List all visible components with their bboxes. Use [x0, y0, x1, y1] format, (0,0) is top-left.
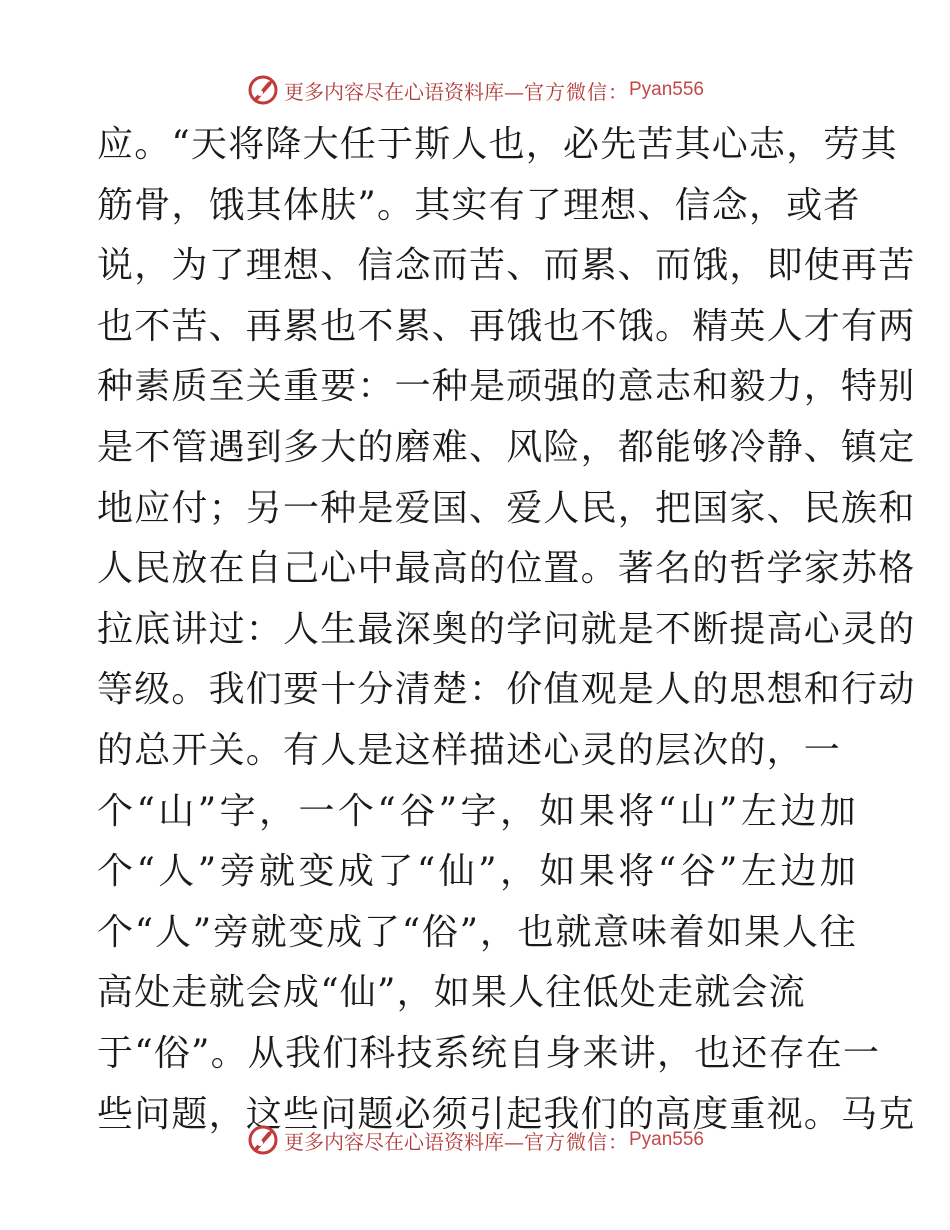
footer-wechat-label: 官方微信： [523, 1131, 629, 1154]
body-line: 地应付；另一种是爱国、爱人民，把国家、民族和 [97, 487, 916, 529]
body-line: 高处走就会成“仙”，如果人往低处走就会流 [97, 972, 806, 1014]
body-line: 种素质至关重要：一种是顽强的意志和毅力，特别 [97, 366, 916, 408]
footer-wechat-id: Pyan556 [628, 1129, 704, 1150]
quill-pen-logo-icon [246, 1123, 280, 1157]
header-wechat-label: 官方微信： [523, 81, 629, 104]
body-line: 于“俗”。从我们科技系统自身来讲，也还存在一 [97, 1032, 881, 1074]
header-wechat-id: Pyan556 [628, 79, 704, 100]
body-line: 些问题，这些问题必须引起我们的高度重视。马克 [97, 1093, 916, 1135]
header-banner-text: 更多内容尽在心语资料库— [283, 79, 524, 104]
footer-banner-text: 更多内容尽在心语资料库— [283, 1129, 524, 1154]
body-line: 筋骨，饿其体肤”。其实有了理想、信念，或者 [97, 184, 861, 226]
body-line: 人民放在自己心中最高的位置。著名的哲学家苏格 [97, 548, 916, 590]
body-line: 等级。我们要十分清楚：价值观是人的思想和行动 [97, 669, 916, 711]
body-line: 也不苦、再累也不累、再饿也不饿。精英人才有两 [97, 305, 916, 347]
body-line: 是不管遇到多大的磨难、风险，都能够冷静、镇定 [97, 426, 916, 468]
body-line: 个“人”旁就变成了“仙”，如果将“谷”左边加 [97, 851, 857, 893]
body-line: 拉底讲过：人生最深奥的学问就是不断提高心灵的 [97, 608, 916, 650]
body-line: 个“山”字，一个“谷”字，如果将“山”左边加 [97, 790, 857, 832]
header-banner [0, 70, 950, 110]
document-body [97, 115, 916, 1145]
footer-banner [0, 1120, 950, 1160]
body-line: 应。“天将降大任于斯人也，必先苦其心志，劳其 [97, 124, 898, 165]
quill-pen-logo-icon [246, 73, 280, 107]
body-line: 个“人”旁就变成了“俗”，也就意味着如果人往 [97, 911, 857, 953]
body-line: 说，为了理想、信念而苦、而累、而饿，即使再苦 [97, 245, 916, 287]
body-line: 的总开关。有人是这样描述心灵的层次的，一 [97, 729, 842, 771]
